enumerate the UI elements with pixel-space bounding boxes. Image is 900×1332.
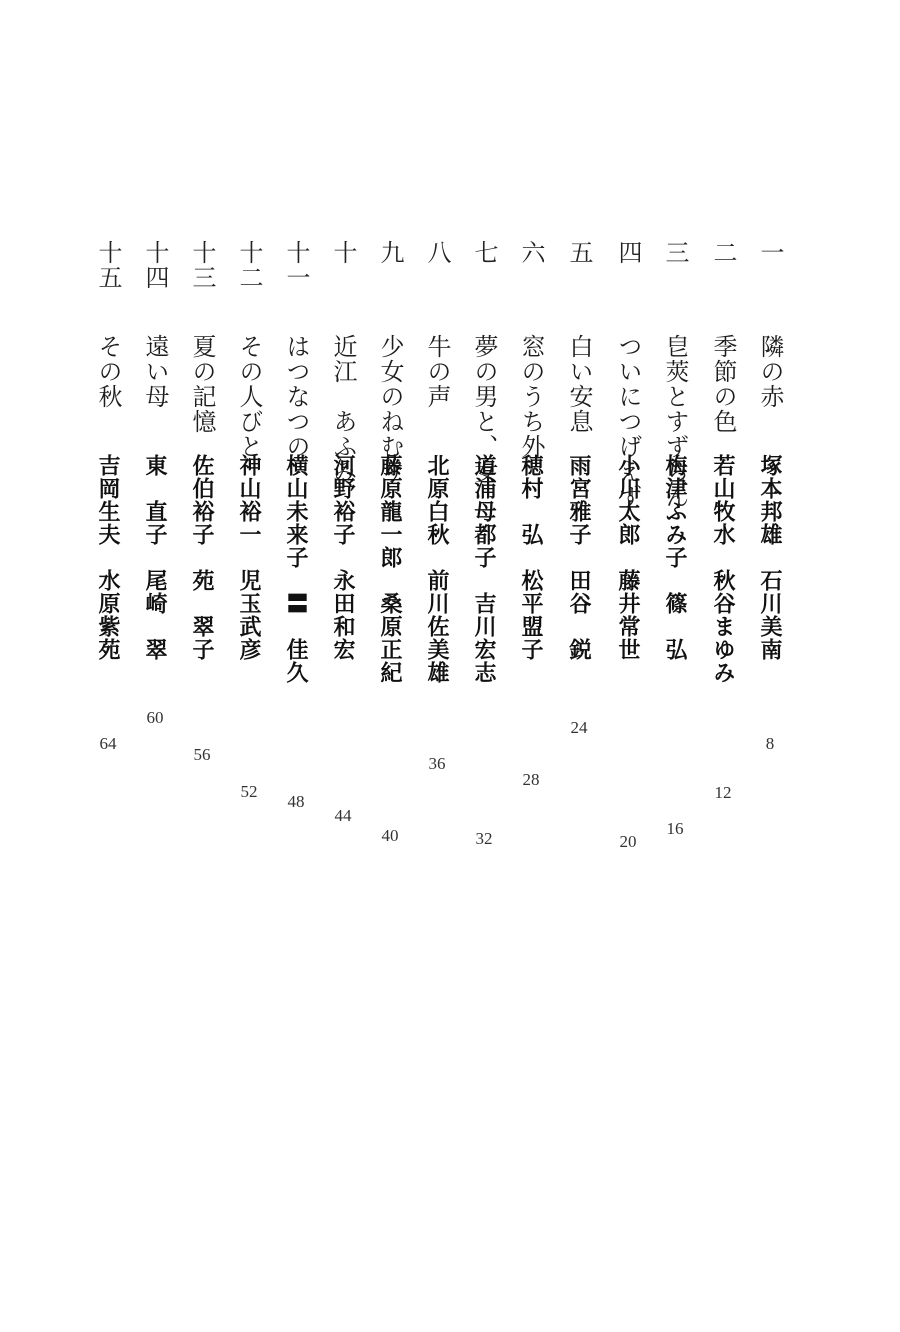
- page-number: 20: [619, 832, 637, 851]
- toc-entry-12[interactable]: [229, 240, 269, 800]
- toc-entry-3[interactable]: [655, 240, 695, 838]
- chapter-authors: 河野裕子 永田和宏: [330, 454, 356, 661]
- chapter-authors: 東 直子 尾崎 翠: [142, 454, 168, 661]
- chapter-title: 窓のうち外: [517, 334, 545, 459]
- toc-entry-2[interactable]: [703, 240, 743, 800]
- chapter-title: 季節の色: [709, 334, 737, 434]
- chapter-number: 三: [661, 240, 689, 265]
- chapter-authors: 梅津ふみ子 篠 弘: [662, 454, 688, 661]
- chapter-authors: 小川太郎 藤井常世: [615, 454, 641, 661]
- page-number: 24: [570, 718, 588, 737]
- toc-entry-4[interactable]: [608, 240, 648, 851]
- chapter-number: 七: [470, 240, 498, 265]
- chapter-authors: 吉岡生夫 水原紫苑: [95, 454, 121, 661]
- page-number: 48: [287, 792, 305, 811]
- chapter-authors: 藤原龍一郎 桑原正紀: [377, 454, 403, 684]
- chapter-authors: 佐伯裕子 苑 翠子: [189, 454, 215, 661]
- toc-entry-1[interactable]: [750, 240, 790, 800]
- chapter-authors: 若山牧水 秋谷まゆみ: [710, 454, 736, 684]
- toc-entry-5[interactable]: [559, 240, 599, 800]
- chapter-title: 夢の男と、女: [470, 334, 498, 484]
- toc-entry-10[interactable]: [323, 240, 363, 825]
- page-number: 64: [99, 734, 117, 753]
- chapter-number: 十五: [94, 240, 122, 290]
- chapter-authors: 横山未来子 〓 佳久: [283, 454, 309, 684]
- chapter-title: 隣の赤: [756, 334, 784, 409]
- chapter-authors: 穂村 弘 松平盟子: [518, 454, 544, 661]
- chapter-number: 六: [517, 240, 545, 265]
- chapter-authors: 北原白秋 前川佐美雄: [424, 454, 450, 684]
- chapter-title: その人びと: [235, 334, 263, 459]
- toc-entry-9[interactable]: [370, 240, 410, 845]
- page-number: 8: [765, 734, 775, 753]
- chapter-number: 十三: [188, 240, 216, 290]
- toc-entry-7[interactable]: [464, 240, 504, 848]
- chapter-title: 牛の声: [423, 334, 451, 409]
- chapter-title: 近江 あふみ: [329, 334, 357, 484]
- chapter-title: その秋: [94, 334, 122, 409]
- page-number: 44: [334, 806, 352, 825]
- page-number: 36: [428, 754, 446, 773]
- chapter-title: 皀莢とすずらん: [661, 334, 689, 509]
- chapter-title: 白い安息: [565, 334, 593, 434]
- chapter-number: 九: [376, 240, 404, 265]
- chapter-title: 遠い母: [141, 334, 169, 409]
- page-number: 28: [522, 770, 540, 789]
- chapter-number: 五: [565, 240, 593, 265]
- toc-entry-13[interactable]: [182, 240, 222, 800]
- chapter-number: 十一: [282, 240, 310, 290]
- chapter-number: 八: [423, 240, 451, 265]
- page-number: 32: [475, 829, 493, 848]
- toc-entry-15[interactable]: [88, 240, 128, 800]
- chapter-number: 一: [756, 240, 784, 265]
- chapter-authors: 雨宮雅子 田谷 鋭: [566, 454, 592, 661]
- toc-entry-11[interactable]: [276, 240, 316, 811]
- chapter-authors: 塚本邦雄 石川美南: [757, 454, 783, 661]
- chapter-title: はつなつの: [282, 334, 310, 459]
- page-number: 40: [381, 826, 399, 845]
- page-number: 16: [666, 819, 684, 838]
- chapter-title: 夏の記憶: [188, 334, 216, 434]
- chapter-authors: 神山裕一 児玉武彦: [236, 454, 262, 661]
- toc-entry-6[interactable]: [511, 240, 551, 800]
- page-number: 52: [240, 782, 258, 801]
- chapter-number: 十: [329, 240, 357, 265]
- chapter-number: 十四: [141, 240, 169, 290]
- page-number: 56: [193, 745, 211, 764]
- chapter-authors: 道浦母都子 吉川宏志: [471, 454, 497, 684]
- chapter-number: 二: [709, 240, 737, 265]
- page-number: 60: [146, 708, 164, 727]
- chapter-number: 四: [614, 240, 642, 265]
- toc-entry-8[interactable]: [417, 240, 457, 800]
- chapter-title: 少女のねむり: [376, 334, 404, 484]
- page-number: 12: [714, 783, 732, 802]
- toc-entry-14[interactable]: [135, 240, 175, 800]
- chapter-number: 十二: [235, 240, 263, 290]
- chapter-title: ついにつげえず: [614, 334, 642, 509]
